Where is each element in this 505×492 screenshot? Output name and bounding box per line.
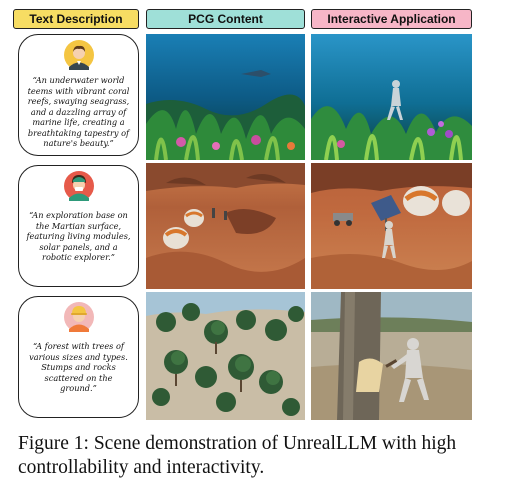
worker-avatar-icon xyxy=(64,302,94,332)
caption-line-1: Figure 1: Scene demonstration of UnrealLLM with high xyxy=(18,433,457,454)
forest-scene-image xyxy=(146,292,305,420)
caption-line-2: controllability and interactivity. xyxy=(18,457,265,478)
underwater-diver-scene-image xyxy=(311,34,472,160)
description-text: “An exploration base on the Martian surface, featuring living modules, solar panels, and a robotic explorer.” xyxy=(26,210,131,262)
description-text: “An underwater world teems with vibrant coral reefs, swaying seagrass, and a dazzling array of marine life, creating a breathtaking tapestry of nature's beauty.” xyxy=(27,75,130,148)
description-text: “A forest with trees of various sizes and types. Stumps and rocks scattered on the ground.” xyxy=(29,341,128,393)
man-avatar-icon xyxy=(64,40,94,70)
text-description-card-mars xyxy=(18,165,139,287)
header-interactive-application: Interactive Application xyxy=(311,9,472,29)
text-description-card-underwater xyxy=(18,34,139,156)
text-description-card-forest xyxy=(18,296,139,418)
header-pcg-content: PCG Content xyxy=(146,9,305,29)
tree-cutting-scene-image xyxy=(311,292,472,420)
underwater-scene-image xyxy=(146,34,305,160)
figure-caption xyxy=(18,432,488,480)
mars-base-scene-image xyxy=(146,163,305,289)
header-text-description: Text Description xyxy=(13,9,139,29)
mars-explorer-scene-image xyxy=(311,163,472,289)
nurse-avatar-icon xyxy=(64,171,94,201)
